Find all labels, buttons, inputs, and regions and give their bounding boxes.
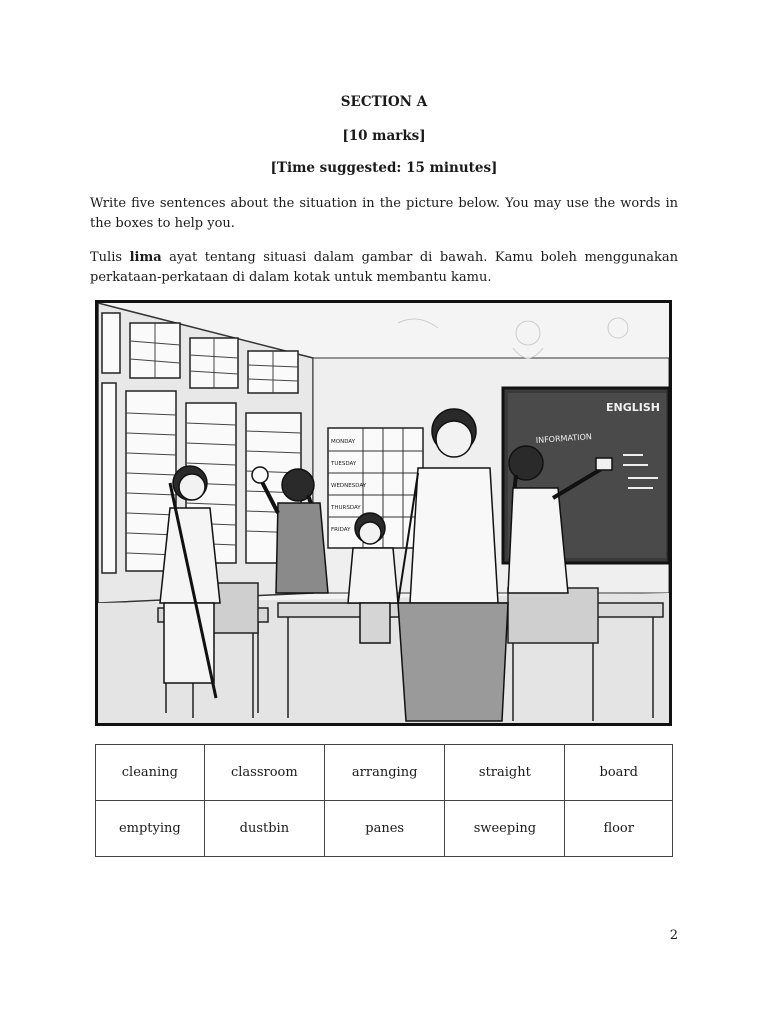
instruction-english: Write five sentences about the situation in the picture below. You may use the words in the boxes to help you. (90, 196, 678, 231)
word-cell: dustbin (204, 801, 324, 857)
section-title: SECTION A (340, 94, 428, 110)
timetable-row-5: FRIDAY (331, 527, 351, 533)
word-box (95, 744, 673, 857)
time-suggested: [Time suggested: 15 minutes] (270, 160, 498, 176)
instruction-malay-bold: lima (129, 250, 162, 265)
word-row (96, 801, 673, 857)
timetable-row-2: TUESDAY (331, 461, 357, 467)
marks-label: [10 marks] (342, 128, 426, 144)
timetable-row-4: THURSDAY (331, 505, 361, 511)
board-text: INFORMATION (535, 432, 593, 445)
word-cell: cleaning (96, 745, 205, 801)
instruction-malay (90, 248, 678, 288)
word-cell: classroom (204, 745, 324, 801)
word-cell: floor (565, 801, 673, 857)
timetable-row-1: MONDAY (331, 439, 356, 445)
word-cell: arranging (325, 745, 445, 801)
word-cell: straight (445, 745, 565, 801)
instruction-malay-prefix: Tulis (90, 250, 130, 265)
instruction-malay-suffix: ayat tentang situasi dalam gambar di bawah. Kamu boleh menggunakan perkataan-perkataan di dalam kotak untuk membantu kamu. (90, 250, 678, 285)
word-row (96, 745, 673, 801)
page-number: 2 (669, 928, 678, 943)
board-title: ENGLISH (606, 401, 660, 414)
classroom-illustration (95, 300, 672, 726)
word-cell: emptying (96, 801, 205, 857)
word-cell: sweeping (445, 801, 565, 857)
word-cell: panes (325, 801, 445, 857)
timetable-row-3: WEDNESDAY (331, 483, 367, 489)
word-cell: board (565, 745, 673, 801)
